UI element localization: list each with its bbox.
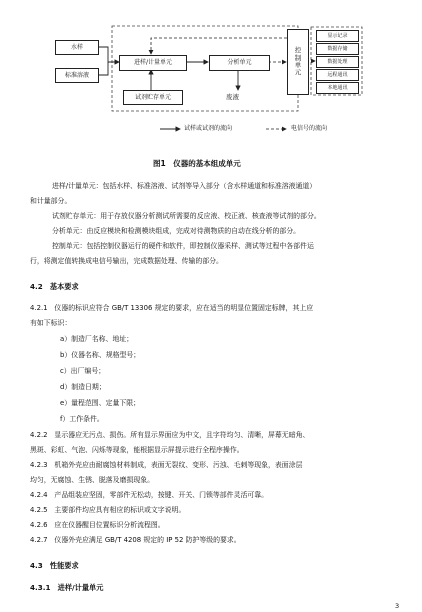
- water-sample-box: 水样: [55, 40, 99, 55]
- sub-item: b）仪器名称、规格型号；: [60, 351, 141, 359]
- control-item: 本地通讯: [316, 82, 359, 94]
- control-item: 显示记录: [316, 30, 359, 42]
- clause-line: 4.2.1 仪器的标识应符合 GB/T 13306 规定的要求，应在适当的明显位置固定标牌，其上应: [30, 304, 314, 312]
- section-heading: 4.2 基本要求: [30, 282, 79, 291]
- clause-line: 黑斑、彩虹、气泡、闪烁等现象，能根据显示屏提示进行全程序操作。: [30, 446, 244, 454]
- analysis-unit-box: 分析单元: [209, 55, 270, 71]
- waste-liquid-label: 废液: [226, 93, 239, 101]
- paragraph-line: 行，将测定值转换成电信号输出，完成数据处理、传输的部分。: [30, 257, 223, 265]
- subsection-heading: 4.3.1 进样/计量单元: [30, 583, 104, 592]
- control-unit-label: 控 制 单 元: [294, 46, 302, 77]
- inlet-metering-box: 进样/计量单元: [119, 55, 187, 71]
- figure-caption: 图1 仪器的基本组成单元: [153, 159, 241, 168]
- control-item: 数据处理: [316, 56, 359, 68]
- clause-line: 均匀，无腐蚀、生锈、脱落及磨损现象。: [30, 476, 155, 484]
- clause-line: 4.2.5 主要部件均应具有相应的标识或文字说明。: [30, 506, 186, 514]
- fluid-arrow: [97, 47, 119, 62]
- sub-item: d）制造日期；: [60, 383, 106, 391]
- sub-item: a）制造厂名称、地址；: [60, 335, 134, 343]
- clause-line: 4.2.3 机箱外壳应由耐腐蚀材料制成，表面无裂纹、变形、污浊、毛刺等现象，表面涂层: [30, 461, 303, 469]
- control-item: 数据存储: [316, 43, 359, 55]
- control-item: 远程通讯: [316, 69, 359, 81]
- section-heading: 4.3 性能要求: [30, 561, 79, 570]
- clause-line: 4.2.4 产品组装应坚固，零部件无松动，按键、开关、门锁等部件灵活可靠。: [30, 491, 269, 499]
- clause-line: 4.2.7 仪器外壳应满足 GB/T 4208 规定的 IP 52 防护等级的要求。: [30, 536, 241, 544]
- paragraph-line: 分析单元：由反应模块和检测模块组成，完成对待测物质的自动在线分析的部分。: [52, 227, 301, 235]
- control-unit-box: [287, 29, 309, 95]
- sub-item: f）工作条件。: [60, 415, 104, 423]
- instrument-composition-diagram: [0, 0, 422, 150]
- page-number: 3: [395, 602, 400, 610]
- paragraph-line: 进样/计量单元：包括水样、标准溶液、试剂等导入部分（含水样通道和标准溶液通道）: [52, 182, 317, 190]
- clause-line: 有如下标识：: [30, 319, 72, 327]
- sub-item: c）出厂编号；: [60, 367, 106, 375]
- paragraph-line: 控制单元：包括控制仪器运行的硬件和软件，即控制仪器采样、测试等过程中各部件运: [52, 242, 314, 250]
- sub-item: e）量程范围、定量下限；: [60, 399, 141, 407]
- clause-line: 4.2.2 显示器应无污点、损伤。所有显示界面应为中文，且字符均匀、清晰，屏幕无暗角、: [30, 431, 310, 439]
- signal-arrow: [151, 38, 287, 54]
- clause-line: 4.2.6 应在仪器醒目位置标识分析流程图。: [30, 521, 165, 529]
- standard-solution-box: 标准溶液: [55, 68, 99, 83]
- paragraph-line: 试剂贮存单元：用于存放仪器分析测试所需要的反应液、校正液、核查液等试剂的部分。: [52, 212, 321, 220]
- legend-signal-label: 电信号的流向: [291, 125, 328, 132]
- reagent-storage-box: 试剂贮存单元: [123, 90, 183, 105]
- legend-fluid-label: 试样或试剂的流向: [184, 125, 233, 132]
- paragraph-line: 和计量部分。: [30, 197, 72, 205]
